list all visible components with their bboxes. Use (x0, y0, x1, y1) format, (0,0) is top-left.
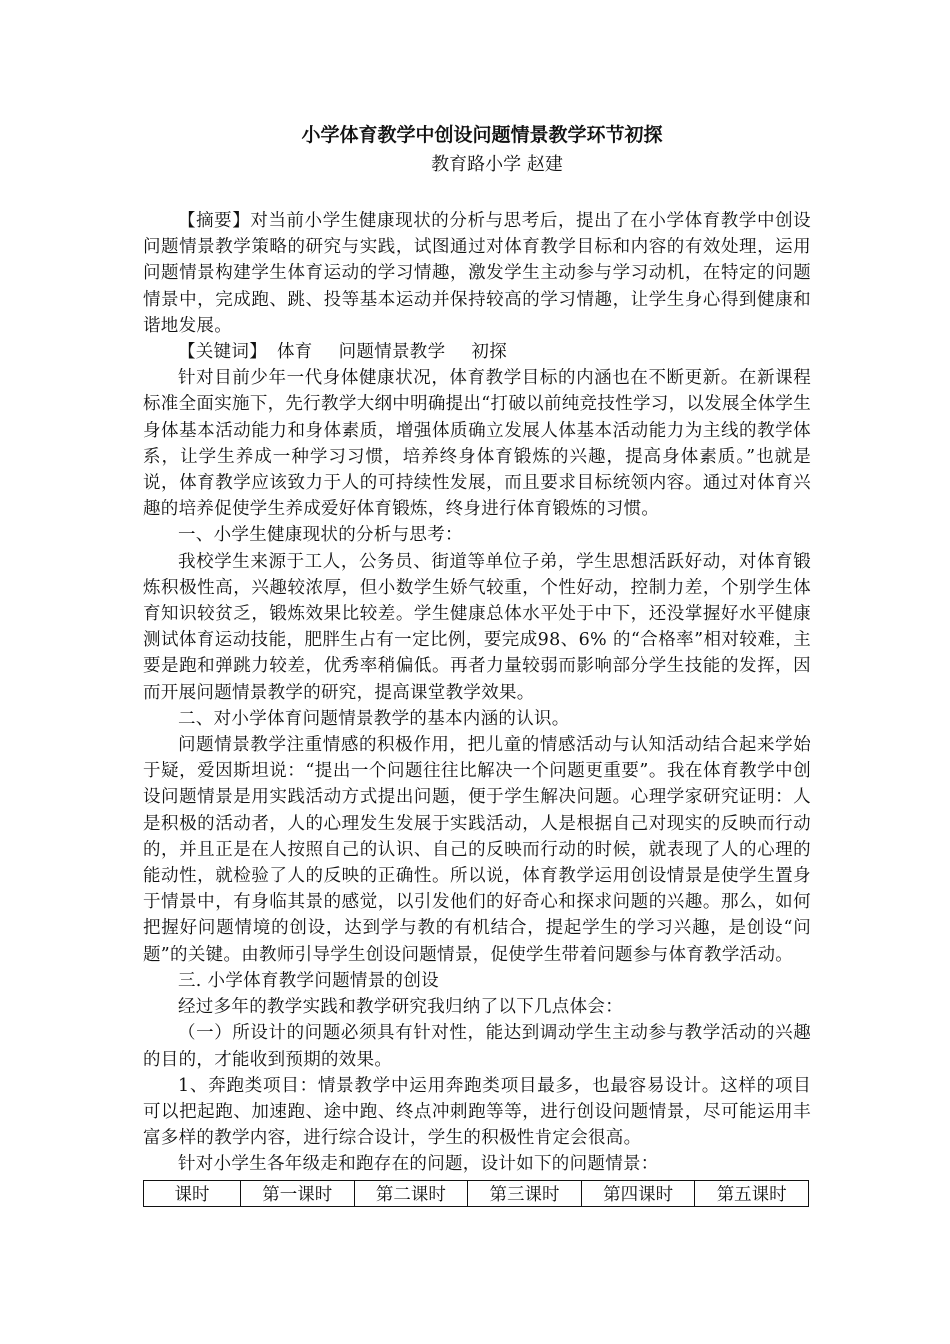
table-header-cell: 第二课时 (354, 1180, 468, 1206)
keyword-item: 体育 (277, 342, 313, 363)
lesson-table (143, 1180, 809, 1207)
keyword-item: 问题情景教学 (338, 342, 446, 363)
document-page (143, 120, 811, 1207)
section-heading-2: 二、对小学体育问题情景教学的基本内涵的认识。 (178, 708, 570, 729)
keywords-label: 【关键词】 (178, 342, 267, 363)
author-line: 教育路小学 赵建 (431, 154, 563, 175)
section-2-paragraph: 问题情景教学注重情感的积极作用，把儿童的情感活动与认知活动结合起来学始于疑，爱因斯坦说：“提出一个问题往往比解决一个问题更重要”。我在体育教学中创设问题情景是用实践活动方式提出问题，便于学生解决问题。心理学家研究证明：人是积极的活动者，人的心理发生发展于实践活动，人是根据自己对现实的反映而行动的，并且正是在人按照自己的认识、自己的反映而行动的时候，就表现了人的心理的能动性，就检验了人的反映的正确性。所以说，体育教学运用创设情景是使学生置身于情景中，有身临其景的感觉，以引发他们的好奇心和探求问题的兴趣。那么，如何把握好问题情境的创设，达到学与教的有机结合，提起学生的学习兴趣，是创设“问题”的关键。由教师引导学生创设问题情景，促使学生带着问题参与体育教学活动。 (143, 735, 811, 965)
abstract-label: 【摘要】 (178, 211, 251, 231)
document-title: 小学体育教学中创设问题情景教学环节初探 (301, 124, 663, 146)
table-header-cell: 第一课时 (241, 1180, 355, 1206)
abstract-paragraph (143, 208, 811, 339)
running-items-paragraph: 1、奔跑类项目：情景教学中运用奔跑类项目最多，也最容易设计。这样的项目可以把起跑、加速跑、途中跑、终点冲刺跑等等，进行创设问题情景，尽可能运用丰富多样的教学内容，进行综合设计，学生的积极性肯定会很高。 (143, 1075, 811, 1149)
keywords-paragraph (143, 339, 811, 365)
point-one-paragraph: （一）所设计的问题必须具有针对性，能达到调动学生主动参与教学活动的兴趣的目的，才能收到预期的效果。 (143, 1023, 811, 1070)
section-3-intro: 经过多年的教学实践和教学研究我归纳了以下几点体会： (178, 997, 623, 1018)
table-header-cell: 第三课时 (468, 1180, 582, 1206)
abstract-text: 对当前小学生健康现状的分析与思考后，提出了在小学体育教学中创设问题情景教学策略的研究与实践，试图通过对体育教学目标和内容的有效处理，运用问题情景构建学生体育运动的学习情趣，激发学生主动参与学习动机，在特定的问题情景中，完成跑、跳、投等基本运动并保持较高的学习情趣，让学生身心得到健康和谐地发展。 (143, 211, 811, 336)
section-1-paragraph: 我校学生来源于工人，公务员、街道等单位子弟，学生思想活跃好动，对体育锻炼积极性高，兴趣较浓厚，但小数学生娇气较重，个性好动，控制力差，个别学生体育知识较贫乏，锻炼效果比较差。学生健康总体水平处于中下，还没掌握好水平健康测试体育运动技能，肥胖生占有一定比例，要完成98、6% 的“合格率”相对较难，主要是跑和弹跳力较差，优秀率稍偏低。再者力量较弱而影响部分学生技能的发挥，因而开展问题情景教学的研究，提高课堂教学效果。 (143, 551, 811, 703)
table-header-cell: 课时 (144, 1180, 241, 1206)
keyword-item: 初探 (471, 342, 508, 363)
table-header-cell: 第五课时 (695, 1180, 809, 1206)
section-heading-1: 一、小学生健康现状的分析与思考： (178, 525, 463, 546)
table-intro: 针对小学生各年级走和跑存在的问题，设计如下的问题情景： (178, 1154, 659, 1175)
intro-paragraph: 针对目前少年一代身体健康状况，体育教学目标的内涵也在不断更新。在新课程标准全面实施下，先行教学大纲中明确提出“打破以前纯竞技性学习，以发展全体学生身体基本活动能力和身体素质，增强体质确立发展人体基本活动能力为主线的教学体系，让学生养成一种学习习惯，培养终身体育锻炼的兴趣，提高身体素质。”也就是说，体育教学应该致力于人的可持续性发展，而且要求目标统领内容。通过对体育兴趣的培养促使学生养成爱好体育锻炼，终身进行体育锻炼的习惯。 (143, 368, 811, 520)
table-header-cell: 第四课时 (581, 1180, 695, 1206)
table-header-row (144, 1180, 809, 1206)
section-heading-3: 三. 小学体育教学问题情景的创设 (178, 970, 439, 991)
